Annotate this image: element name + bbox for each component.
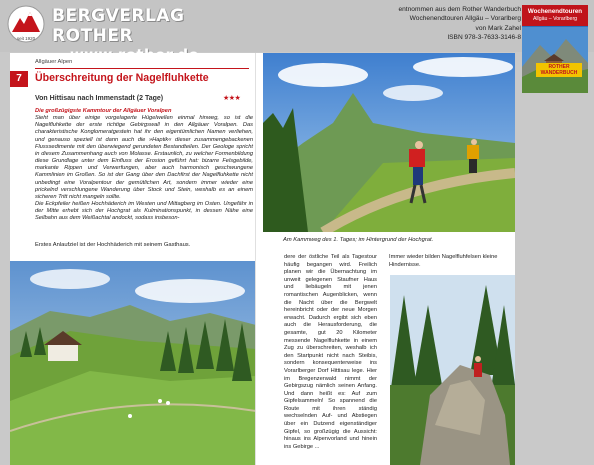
cover-band: ROTHER WANDERBUCH [536,63,582,77]
title-rule [35,68,249,69]
photo-nagelfluh-rocks [390,275,515,465]
intro-lead: Die großzügigste Kammtour der Allgäuer Voralpen [35,108,172,114]
tour-subtitle: Von Hittisau nach Immenstadt (2 Tage) [35,95,164,102]
logo-text: seit 1920 [16,36,36,41]
photo-caption-right: Am Kammweg des 1. Tages; im Hintergrund der Hochgrat. [283,237,434,243]
photo-caption-small: Immer wieder bilden Nagelfluhfelsen kleine Hindernisse. [389,254,498,268]
region-label: Allgäuer Alpen [35,59,73,65]
intro-body-2: Die Eckpfeiler heißen Hochhäderich im Westen und Mittagberg im Osten. Ungefähr in der Mitte erhebt sich der Hochgrat als Kulminationspunkt, in dessen Nähe eine Seilbahn aus dem Weißachtal andockt, sodass insbeson- [35,201,253,222]
book-info-line: entnommen aus dem Rother Wanderbuch [398,6,521,13]
cover-title-block [522,5,588,26]
book-info-line: ISBN 978-3-7633-3146-8 [447,34,521,42]
intro-text [35,108,253,223]
tour-number: 7 [10,71,28,87]
brand-name[interactable]: BERGVERLAG ROTHER [52,6,185,46]
cover-photo [522,27,588,93]
rother-logo[interactable] [6,4,46,46]
book-info-line: von Mark Zahel [475,24,521,32]
cover-subtitle: Allgäu – Vorarlberg [532,15,578,22]
body-text-col1: dere der östliche Teil als Tagestour häufig begangen wird. Freilich planen wir die Übernachtung im unweit gelegenen Staufner Haus und liebäugeln mit jenen romantischen Augenblicken, wenn die Nacht über die Bergwelt hereinbricht oder der neue Morgen erwacht. Dadurch ergibt sich eben auch die Herausforderung, die gesamte, gut 20 Kilometer messende Nagelfluhkette in einem Zug zu überschreiten, weshalb ich den Startpunkt nicht nach Steibis, sondern konsequenterweise ins Vorarlberger Dorf Hittisau lege. Hier im Bregenzerwald nimmt der Gebirgszug nämlich seinen Anfang. Und dann heißt es: Auf zum Gipfelsammeln! So spannend die Route mit ihren ständig wechselnden Auf- und Abstiegen über ein Dutzend eigenständiger Gipfel, so großzügig die Aussicht: hinaus ins Alpenvorland und hinein ins Gebirge ... [284,254,377,450]
book-info-line: Wochenendtouren Allgäu – Vorarlberg [409,15,521,23]
cover-title: Wochenendtouren [527,8,583,15]
book-info [398,5,521,43]
difficulty-stars: ★★★ [223,95,241,102]
right-page [256,53,515,465]
photo-kammweg [263,53,515,232]
book-cover[interactable] [522,5,588,93]
photo-hochhaederich [10,261,256,465]
photo-caption-left: Erstes Anlaufziel ist der Hochhäderich mit seinem Gasthaus. [35,242,191,248]
left-page [10,53,256,465]
tour-title: Überschreitung der Nagelfluhkette [35,72,209,84]
intro-body: Sieht man über einige vorgelagerte Hügelwellen einmal hinweg, so ist die Nagelfluhkette der erste richtige Gebirgswall in den Allgäuer Voralpen. Das charakteristische Konglomeratgestein hat ihr den eigentümlichen Namen verliehen, und genauso speziell ist dann auch die »Haptik« dieser zusammengebackenen Flusssedimente mit den überwiegend gerundeten Bestandteilen. Der Geologe spricht in diesem Zusammenhang auch von Molasse. Erstaunlich, zu welcher Formenbildung diese Grundlage unter dem Einfluss der Erosion geführt hat: bizarre Felsgebilde, markante Rippen und Verwerfungen, aber auch harmonisch geschwungene Kammlinien im Großen. So ist der Gang über den Dachfirst der Nagelfluhkette nicht unbedingt eine Voralpentour der gemütlichen Art, sondern immer wieder eine prickelnd verschlungene Wanderung über Stock und Stein, weshalb es an einem sicheren Tritt nicht mangeln sollte. [35,115,253,200]
header-band [0,0,594,52]
